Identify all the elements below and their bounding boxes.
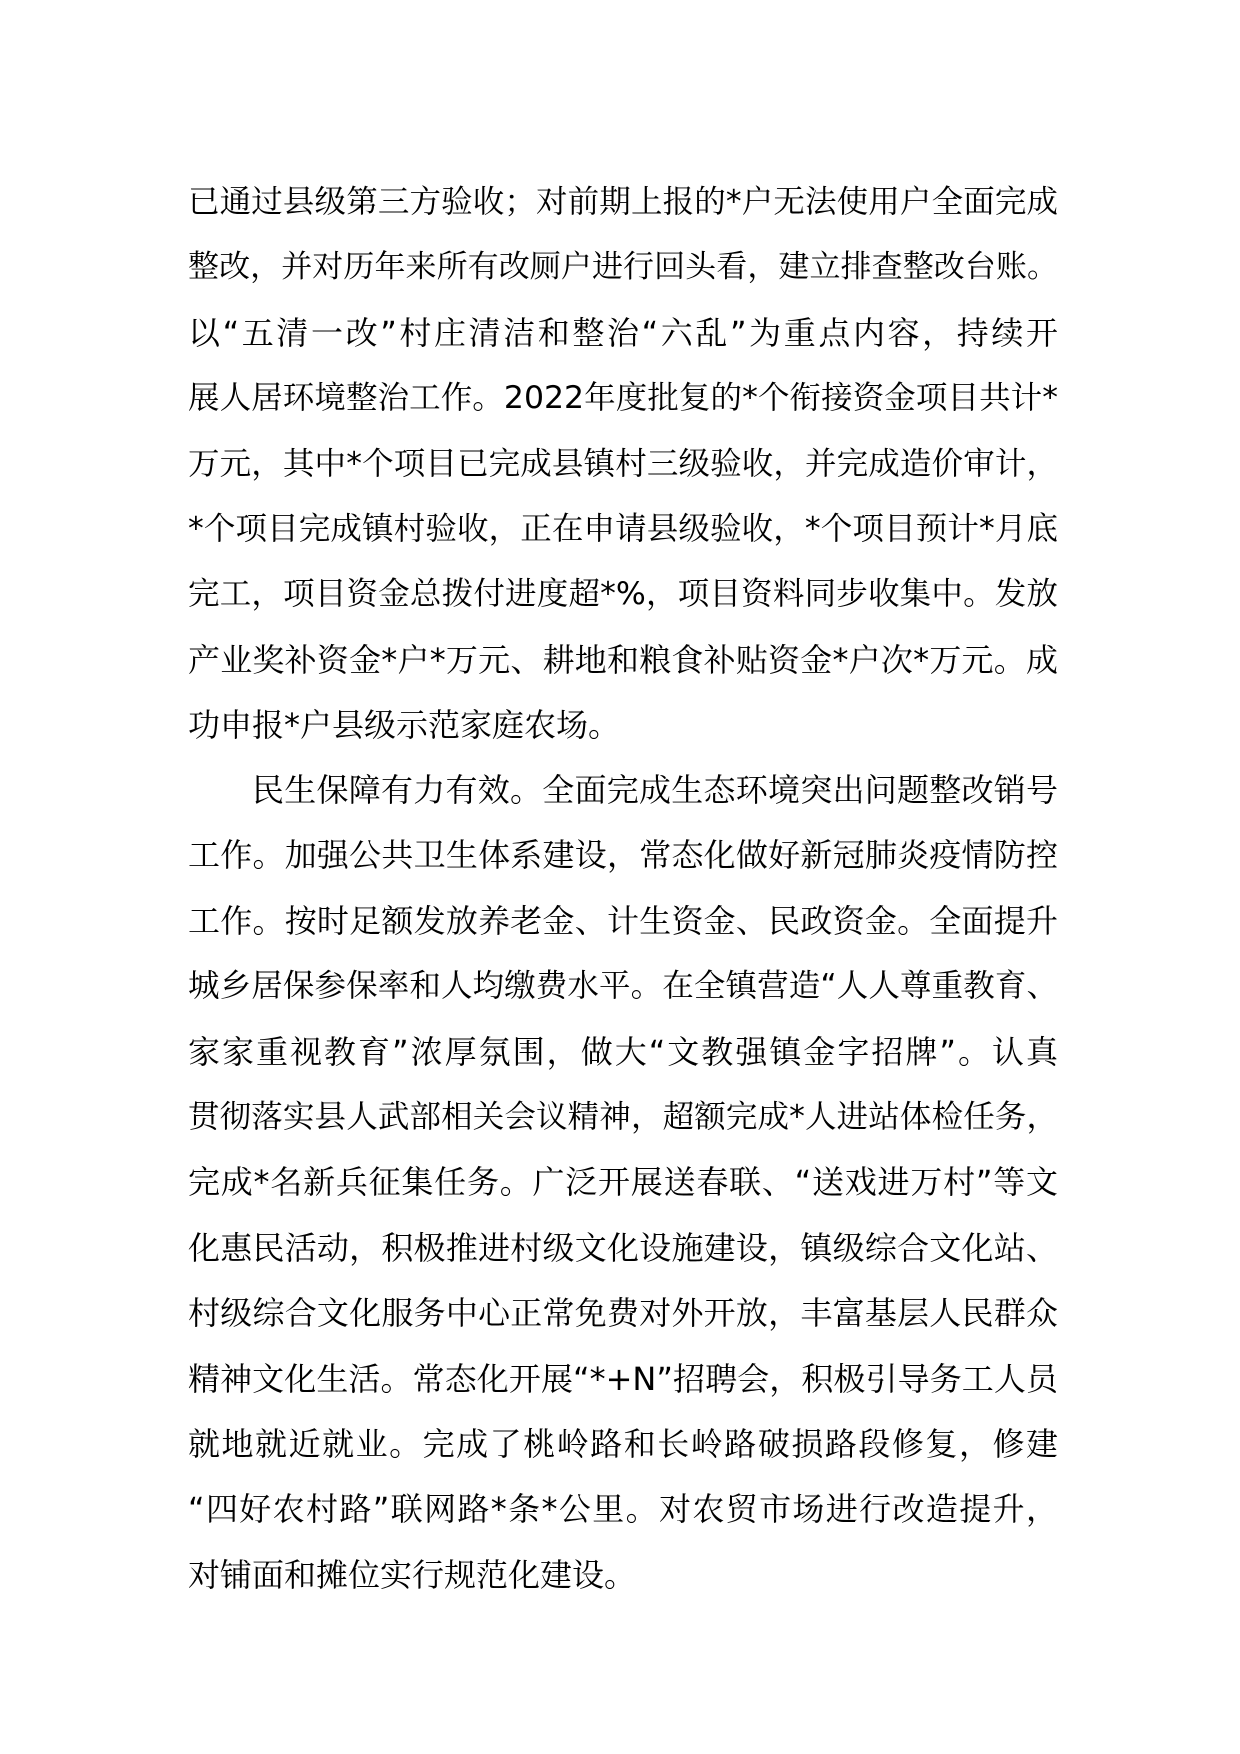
text-line: 整改，并对历年来所有改厕户进行回头看，建立排查整改台账。 [188, 249, 1058, 286]
text-line: 工作。加强公共卫生体系建设，常态化做好新冠肺炎疫情防控 [188, 836, 1058, 875]
text-line: 就地就近就业。完成了桃岭路和长岭路破损路段修复，修建 [188, 1424, 1058, 1463]
text-line: 万元，其中*个项目已完成县镇村三级验收，并完成造价审计， [188, 445, 1058, 482]
text-line: 精神文化生活。常态化开展“*+N”招聘会，积极引导务工人员 [188, 1359, 1058, 1398]
text-line: 贯彻落实县人武部相关会议精神，超额完成*人进站体检任务， [188, 1098, 1058, 1135]
paragraph-livelihood-security [188, 758, 1058, 1608]
text-line: 民生保障有力有效。全面完成生态环境突出问题整改销号 [252, 771, 1058, 809]
text-line: 展人居环境整治工作。2022年度批复的*个衔接资金项目共计* [188, 380, 1058, 417]
text-line: 已通过县级第三方验收；对前期上报的*户无法使用户全面完成 [188, 184, 1058, 220]
paragraph-rural-environment [188, 170, 1058, 759]
text-line: 对铺面和摊位实行规范化建设。 [188, 1555, 637, 1594]
text-line: 完工，项目资金总拨付进度超*%，项目资料同步收集中。发放 [188, 576, 1058, 613]
text-line: 工作。按时足额发放养老金、计生资金、民政资金。全面提升 [188, 901, 1058, 940]
text-line: “四好农村路”联网路*条*公里。对农贸市场进行改造提升， [188, 1490, 1058, 1529]
text-line: 完成*名新兵征集任务。广泛开展送春联、“送戏进万村”等文 [188, 1163, 1058, 1202]
text-line: 村级综合文化服务中心正常免费对外开放，丰富基层人民群众 [188, 1294, 1058, 1333]
text-line: *个项目完成镇村验收，正在申请县级验收，*个项目预计*月底 [188, 510, 1058, 547]
text-line: 功申报*户县级示范家庭农场。 [188, 706, 621, 745]
text-line: 家家重视教育”浓厚氛围，做大“文教强镇金字招牌”。认真 [188, 1032, 1058, 1071]
text-line: 化惠民活动，积极推进村级文化设施建设，镇级综合文化站、 [188, 1228, 1058, 1267]
text-line: 城乡居保参保率和人均缴费水平。在全镇营造“人人尊重教育、 [188, 968, 1058, 1005]
text-line: 以“五清一改”村庄清洁和整治“六乱”为重点内容，持续开 [188, 313, 1058, 352]
text-line: 产业奖补资金*户*万元、耕地和粮食补贴资金*户次*万元。成 [188, 640, 1058, 679]
